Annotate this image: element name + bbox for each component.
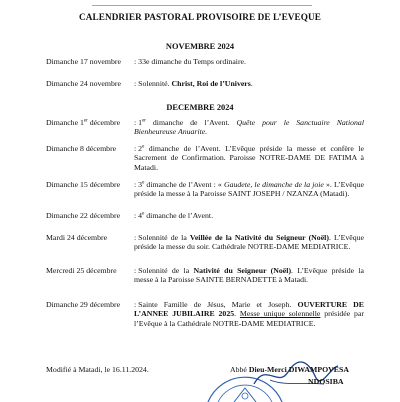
entry-date: Dimanche 22 décembre <box>46 211 121 220</box>
entry-date: Dimanche 17 novembre <box>46 57 121 66</box>
calendar-entry <box>46 266 364 285</box>
calendar-entry <box>46 118 364 137</box>
calendar-entry <box>46 79 364 88</box>
entry-date: Dimanche 29 décembre <box>46 300 121 309</box>
calendar-entry <box>46 144 364 172</box>
entry-date: Mardi 24 décembre <box>46 233 108 242</box>
entry-description: : Sainte Famille de Jésus, Marie et Joseph. OUVERTURE DE L’ANNEE JUBILAIRE 2025. Messe unique solennelle présidée par l’Evêque à la Cathédrale NOTRE-DAME MEDIATRICE. <box>134 300 364 328</box>
month-heading-december: DECEMBRE 2024 <box>166 103 234 112</box>
signatory-surname: NDOSIBA <box>308 377 344 386</box>
entry-description: : 33e dimanche du Temps ordinaire. <box>134 57 246 66</box>
entry-date: Dimanche 8 décembre <box>46 144 117 153</box>
month-heading-november: NOVEMBRE 2024 <box>165 42 235 51</box>
modified-date: Modifié à Matadi, le 16.11.2024. <box>46 365 149 374</box>
entry-description: : 3e dimanche de l’Avent : « Gaudete, le dimanche de la joie ». L’Evêque préside la messe à la Paroisse SAINT JOSEPH / NZANZA (Matadi). <box>134 180 364 199</box>
calendar-entry <box>46 300 364 328</box>
entry-description: : 1er dimanche de l’Avent. Quête pour le Sanctuaire National Bienheureuse Anuarite. <box>134 118 364 137</box>
entry-date: Mercredi 25 décembre <box>46 266 117 275</box>
entry-description: : 4e dimanche de l’Avent. <box>134 211 214 220</box>
entry-date: Dimanche 24 novembre <box>46 79 121 88</box>
calendar-entry <box>46 57 364 66</box>
signatory-name: Abbé Dieu-Merci DIWAMPOVESA <box>230 365 349 374</box>
entry-description: : Solennité de la Veillée de la Nativité du Seigneur (Noël). L’Evêque préside la messe du soir. Cathédrale NOTRE-DAME MEDIATRICE. <box>134 233 365 252</box>
entry-description: : Solennité de la Nativité du Seigneur (Noël). L’Evêque préside la messe à la Paroisse SAINTE BERNADETTE à Matadi. <box>134 266 364 285</box>
entry-date: Dimanche 1er décembre <box>46 118 121 127</box>
document-title: CALENDRIER PASTORAL PROVISOIRE DE L’EVEQUE <box>79 12 321 22</box>
handwritten-signature <box>250 358 340 392</box>
calendar-entry <box>46 233 364 252</box>
entry-date: Dimanche 15 décembre <box>46 180 121 189</box>
entry-description: : Solennité. Christ, Roi de l’Univers. <box>134 79 253 88</box>
header-rule <box>92 5 312 6</box>
entry-description: : 2e dimanche de l’Avent. L’Evêque préside la messe et confère le Sacrement de Confirmation. Paroisse NOTRE-DAME DE FATIMA à Matadi. <box>134 144 364 172</box>
calendar-entry <box>46 211 364 220</box>
calendar-entry <box>46 180 364 199</box>
